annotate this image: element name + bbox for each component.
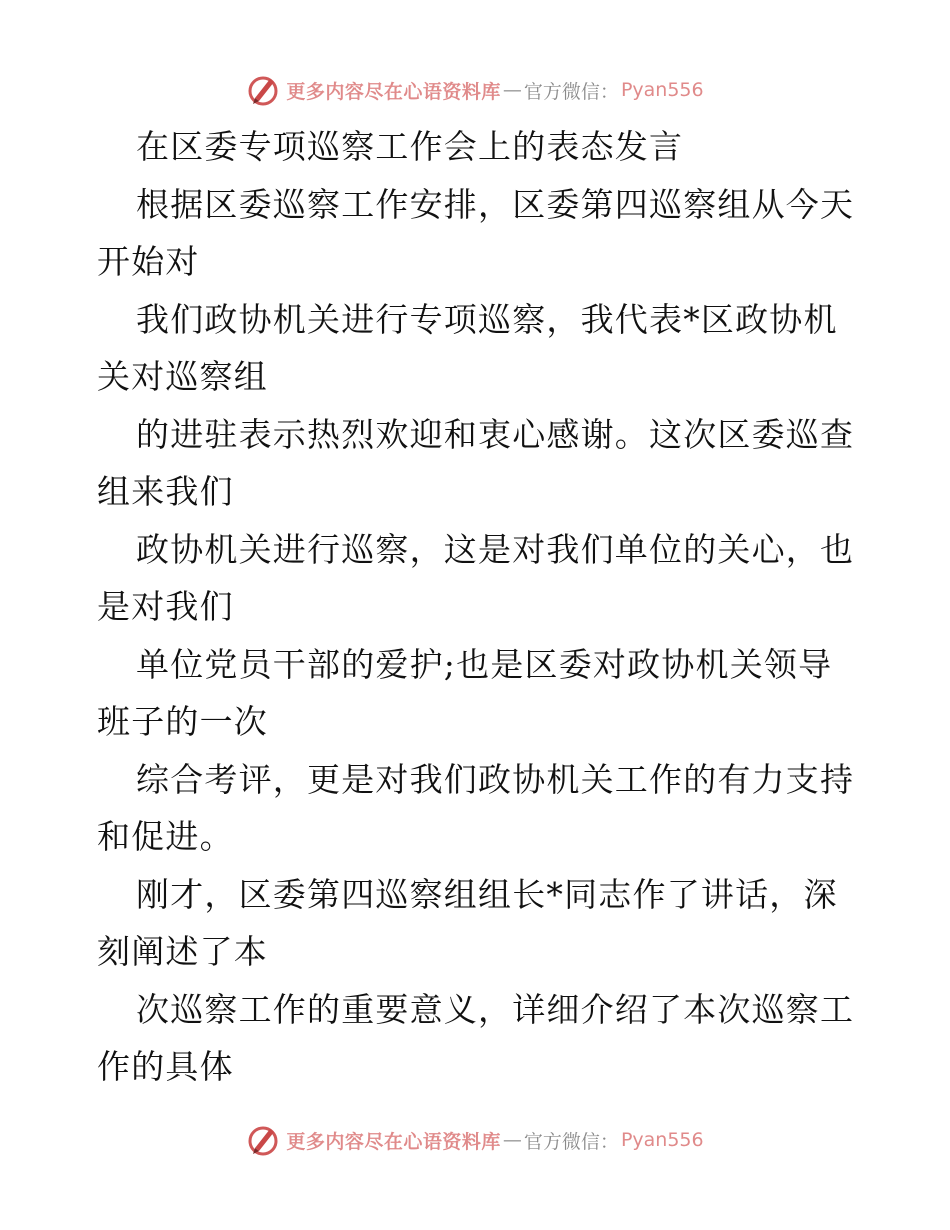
paragraph: 的进驻表示热烈欢迎和衷心感谢。这次区委巡查组来我们 — [97, 414, 855, 511]
paragraph: 根据区委巡察工作安排，区委第四巡察组从今天开始对 — [97, 184, 855, 281]
paragraph: 综合考评，更是对我们政协机关工作的有力支持和促进。 — [97, 759, 855, 856]
watermark-text: 更多内容尽在心语资料库 — [286, 1130, 501, 1153]
paragraph: 次巡察工作的重要意义，详细介绍了本次巡察工作的具体 — [97, 989, 855, 1086]
paragraph: 刚才，区委第四巡察组组长*同志作了讲话，深刻阐述了本 — [97, 874, 838, 971]
paragraph: 政协机关进行巡察，这是对我们单位的关心，也是对我们 — [97, 529, 855, 626]
watermark-footer — [0, 1120, 950, 1160]
watermark-label: 官方微信： — [523, 1130, 619, 1153]
watermark-header — [0, 70, 950, 110]
watermark-separator: — — [502, 1129, 522, 1151]
watermark-id: Pyan556 — [620, 1129, 704, 1151]
watermark-separator: — — [502, 79, 522, 101]
document-body — [97, 118, 857, 1096]
pen-logo-icon — [246, 1123, 280, 1157]
paragraph: 单位党员干部的爱护;也是区委对政协机关领导班子的一次 — [97, 644, 833, 741]
watermark-text: 更多内容尽在心语资料库 — [286, 80, 501, 103]
watermark-label: 官方微信： — [523, 80, 619, 103]
document-title: 在区委专项巡察工作会上的表态发言 — [136, 127, 684, 166]
paragraph: 我们政协机关进行专项巡察，我代表*区政协机关对巡察组 — [97, 299, 838, 396]
pen-logo-icon — [246, 73, 280, 107]
watermark-id: Pyan556 — [620, 79, 704, 101]
